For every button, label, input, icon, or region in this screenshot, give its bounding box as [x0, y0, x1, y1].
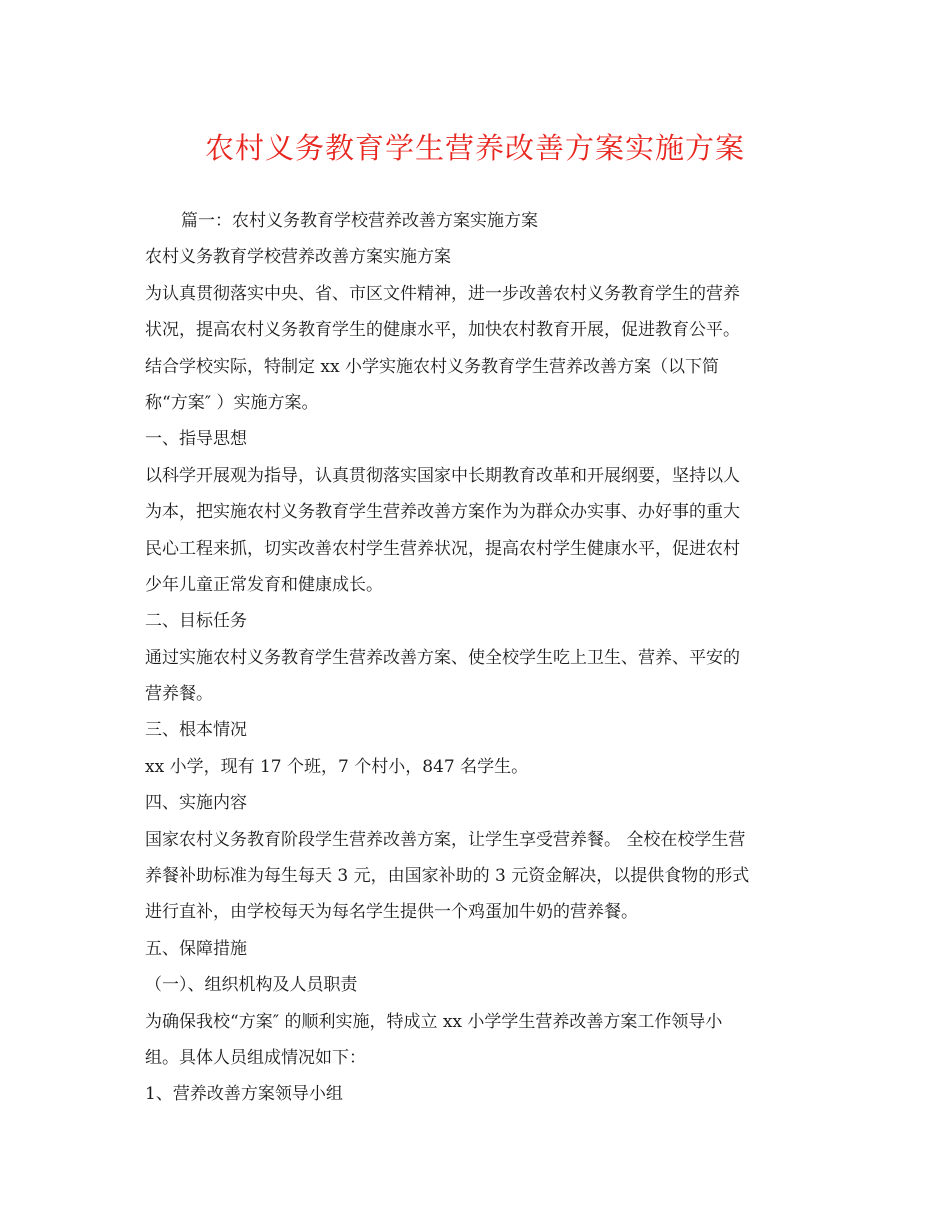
paragraph-line: 为本，把实施农村义务教育学生营养改善方案作为为群众办实事、办好事的重大 [145, 502, 740, 523]
paragraph-line: 为确保我校“方案″ 的顺利实施，特成立 xx 小学学生营养改善方案工作领导小 [145, 1011, 723, 1032]
document-body [145, 203, 825, 1113]
section-heading-part-one: 篇一：农村义务教育学校营养改善方案实施方案 [181, 211, 538, 231]
paragraph-line: 通过实施农村义务教育学生营养改善方案、使全校学生吃上卫生、营养、平安的 [145, 647, 740, 668]
heading-basic-situation: 三、根本情况 [145, 720, 247, 741]
heading-implementation-content: 四、实施内容 [145, 793, 247, 814]
heading-guiding-ideology: 一、指导思想 [145, 429, 247, 450]
paragraph-line: xx 小学，现有 17 个班，7 个村小，847 名学生。 [145, 756, 529, 777]
paragraph-line: 民心工程来抓，切实改善农村学生营养状况，提高农村学生健康水平，促进农村 [145, 538, 740, 559]
paragraph-line: 组。具体人员组成情况如下： [145, 1047, 366, 1068]
paragraph-line: 养餐补助标准为每生每天 3 元，由国家补助的 3 元资金解决，以提供食物的形式 [145, 866, 750, 887]
paragraph-line: 进行直补，由学校每天为每名学生提供一个鸡蛋加牛奶的营养餐。 [145, 902, 638, 923]
document-title: 农村义务教育学生营养改善方案实施方案 [204, 131, 745, 165]
list-item-leadership-group: 1、营养改善方案领导小组 [145, 1084, 343, 1105]
paragraph-line: 结合学校实际，特制定 xx 小学实施农村义务教育学生营养改善方案（以下简 [145, 356, 719, 377]
heading-safeguard-measures: 五、保障措施 [145, 938, 247, 959]
paragraph-line: 营养餐。 [145, 684, 213, 705]
paragraph-line: 少年儿童正常发育和健康成长。 [145, 574, 383, 595]
subtitle-line: 农村义务教育学校营养改善方案实施方案 [145, 247, 451, 268]
paragraph-line: 称“方案″ ）实施方案。 [145, 392, 319, 413]
paragraph-line: 国家农村义务教育阶段学生营养改善方案，让学生享受营养餐。 全校在校学生营 [145, 829, 746, 850]
paragraph-line: 为认真贯彻落实中央、省、市区文件精神，进一步改善农村义务教育学生的营养 [145, 283, 740, 304]
paragraph-line: 以科学开展观为指导，认真贯彻落实国家中长期教育改革和开展纲要，坚持以人 [145, 465, 740, 486]
heading-goals-tasks: 二、目标任务 [145, 611, 247, 632]
paragraph-line: 状况，提高农村义务教育学生的健康水平，加快农村教育开展，促进教育公平。 [145, 320, 740, 341]
subheading-organization: （一）、组织机构及人员职责 [145, 975, 358, 996]
